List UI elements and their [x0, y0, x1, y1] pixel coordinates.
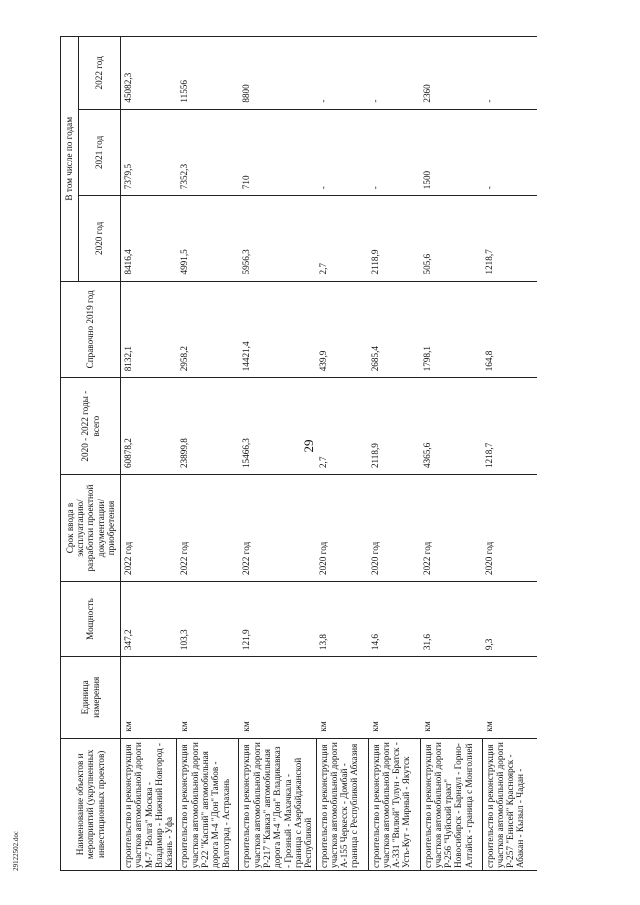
row-deadline: 2022 год: [121, 475, 177, 582]
row-2022: 8800: [239, 37, 316, 110]
table-row: [239, 37, 316, 871]
row-deadline: 2022 год: [177, 475, 239, 582]
row-unit: км: [420, 657, 482, 738]
row-ref-2019: 164,8: [482, 281, 537, 378]
row-2022: 2360: [420, 37, 482, 110]
row-total: 2118,9: [368, 378, 420, 475]
row-unit: км: [482, 657, 537, 738]
row-name: строительство и реконструкция участков автомобильной дороги А-155 Черкесск - Домбай - граница с Республикой Абхазия: [316, 738, 368, 870]
row-unit: км: [177, 657, 239, 738]
row-name: строительство и реконструкция участков автомобильной дороги Р-217 "Кавказ" автомобильная дорога М-4 "Дон" Владикавказ - Грозный - Махачкала - граница с Азербайджанской Республикой: [239, 738, 316, 870]
row-name: строительство и реконструкция участков автомобильной дороги А-331 "Вилюй" Тулун - Братск - Усть-Кут - Мирный - Якутск: [368, 738, 420, 870]
row-2020: 2118,9: [368, 196, 420, 281]
row-total: 23899,8: [177, 378, 239, 475]
header-capacity: Мощность: [61, 582, 121, 657]
row-2022: -: [316, 37, 368, 110]
row-ref-2019: 8132,1: [121, 281, 177, 378]
table-row: [368, 37, 420, 871]
row-2020: 1218,7: [482, 196, 537, 281]
row-ref-2019: 14421,4: [239, 281, 316, 378]
header-2020: 2020 год: [79, 196, 121, 281]
row-2020: 4991,5: [177, 196, 239, 281]
header-total: 2020 - 2022 годы - всего: [61, 378, 121, 475]
footer-filename: 29122502.doc: [12, 831, 20, 871]
row-ref-2019: 1798,1: [420, 281, 482, 378]
row-capacity: 103,3: [177, 582, 239, 657]
row-total: 60878,2: [121, 378, 177, 475]
row-2021: 1500: [420, 109, 482, 196]
row-2020: 505,6: [420, 196, 482, 281]
row-2020: 5956,3: [239, 196, 316, 281]
header-deadline: Срок ввода в эксплуатацию/ разработки проектной документации/ приобретения: [61, 475, 121, 582]
row-deadline: 2022 год: [420, 475, 482, 582]
row-capacity: 9,3: [482, 582, 537, 657]
row-2021: 7352,3: [177, 109, 239, 196]
row-ref-2019: 2958,2: [177, 281, 239, 378]
page-number: 29: [301, 439, 316, 453]
header-by-years: В том числе по годам: [61, 37, 79, 282]
row-2020: 8416,4: [121, 196, 177, 281]
table-row: [482, 37, 537, 871]
row-unit: км: [121, 657, 177, 738]
header-name: Наименование объектов и мероприятий (укрупненных инвестиционных проектов): [61, 738, 121, 870]
table-row: [420, 37, 482, 871]
row-unit: км: [239, 657, 316, 738]
row-deadline: 2020 год: [482, 475, 537, 582]
row-2022: 11556: [177, 37, 239, 110]
row-capacity: 14,6: [368, 582, 420, 657]
row-name: строительство и реконструкция участков автомобильной дороги Р-256 "Чуйский тракт" Новосибирск - Барнаул - Горно-Алтайск - граница с Монголией: [420, 738, 482, 870]
row-2021: 7379,5: [121, 109, 177, 196]
header-unit: Единица измерения: [61, 657, 121, 738]
row-2021: -: [482, 109, 537, 196]
row-name: строительство и реконструкция участков автомобильной дороги Р-22 "Каспий" автомобильная дорога М-4 "Дон" Тамбов - Волгоград - Астрахань: [177, 738, 239, 870]
table-row: [121, 37, 177, 871]
row-2021: -: [316, 109, 368, 196]
row-2020: 2,7: [316, 196, 368, 281]
row-total: 15466,3: [239, 378, 316, 475]
row-unit: км: [316, 657, 368, 738]
header-2021: 2021 год: [79, 109, 121, 196]
row-deadline: 2022 год: [239, 475, 316, 582]
row-capacity: 121,9: [239, 582, 316, 657]
row-2022: -: [368, 37, 420, 110]
row-capacity: 347,2: [121, 582, 177, 657]
row-2021: -: [368, 109, 420, 196]
row-name: строительство и реконструкция участков автомобильной дороги М-7 "Волга" Москва - Владимир - Нижний Новгород - Казань - Уфа: [121, 738, 177, 870]
row-name: строительство и реконструкция участков автомобильной дороги Р-257 "Енисей" Красноярск - Абакан - Кызыл - Чадан -: [482, 738, 537, 870]
row-deadline: 2020 год: [316, 475, 368, 582]
row-2022: -: [482, 37, 537, 110]
table-row: [316, 37, 368, 871]
row-ref-2019: 439,9: [316, 281, 368, 378]
header-2022: 2022 год: [79, 37, 121, 110]
investment-table: [60, 36, 537, 871]
row-unit: км: [368, 657, 420, 738]
row-capacity: 31,6: [420, 582, 482, 657]
table-row: [177, 37, 239, 871]
row-2022: 45082,3: [121, 37, 177, 110]
header-ref-2019: Справочно 2019 год: [61, 281, 121, 378]
row-total: 4365,6: [420, 378, 482, 475]
row-total: 1218,7: [482, 378, 537, 475]
row-deadline: 2020 год: [368, 475, 420, 582]
row-total: 2,7: [316, 378, 368, 475]
row-capacity: 13,8: [316, 582, 368, 657]
row-ref-2019: 2685,4: [368, 281, 420, 378]
row-2021: 710: [239, 109, 316, 196]
